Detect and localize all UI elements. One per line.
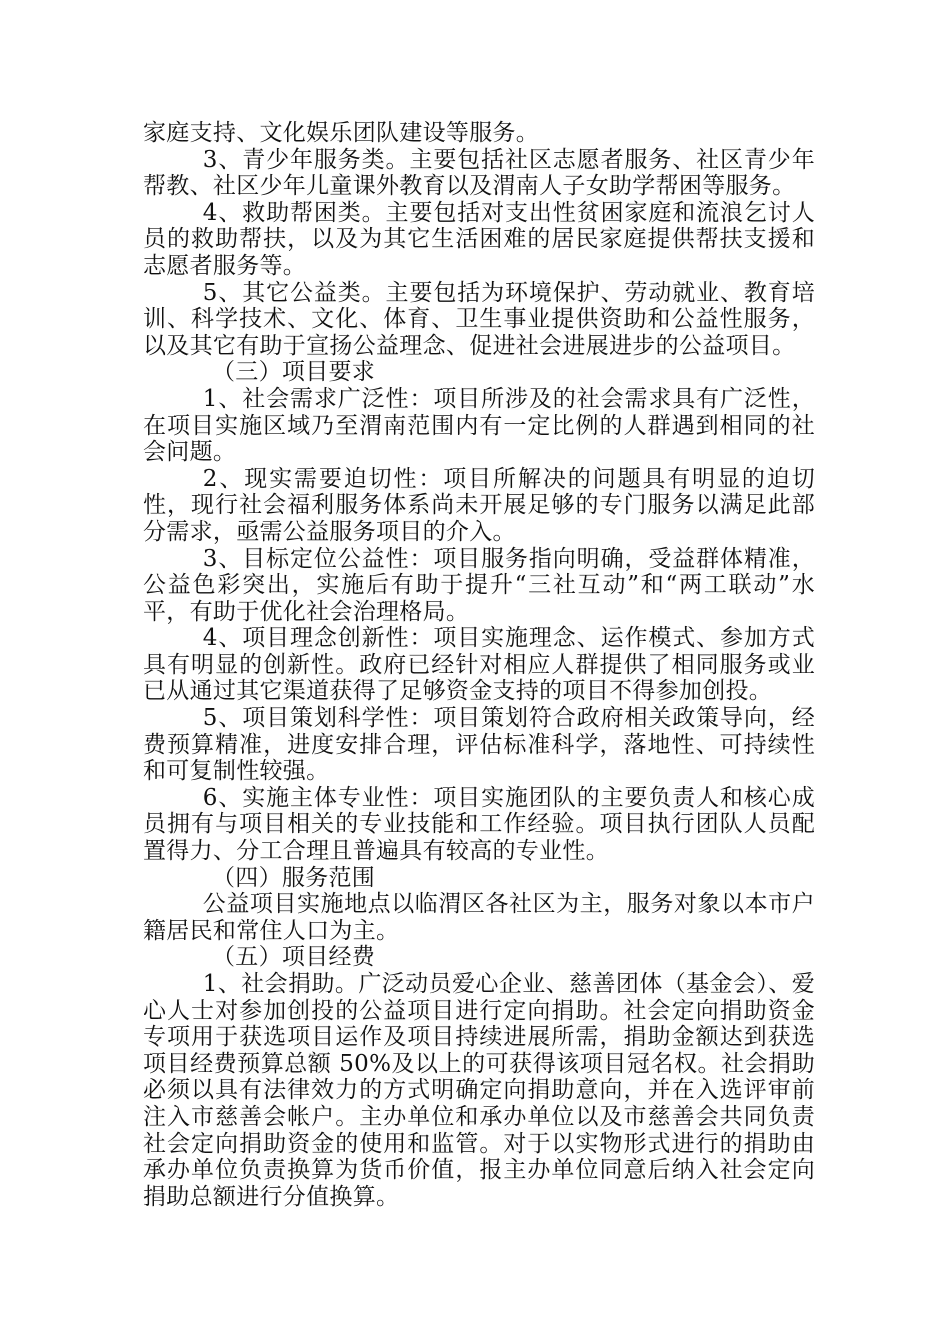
section-heading-project-funding: （五）项目经费 — [212, 944, 376, 971]
paragraph-relief-assistance: 4、救助帮困类。主要包括对支出性贫困家庭和流浪乞讨人员的救助帮扶，以及为其它生活困难的居民家庭提供帮扶支援和志愿者服务等。 — [143, 199, 815, 279]
paragraph-continuation: 家庭支持、文化娱乐团队建设等服务。 — [143, 120, 540, 146]
paragraph-requirement-1: 1、社会需求广泛性：项目所涉及的社会需求具有广泛性，在项目实施区域乃至渭南范围内有一定比例的人群遇到相同的社会问题。 — [143, 385, 815, 466]
paragraph-service-scope: 公益项目实施地点以临渭区各社区为主，服务对象以本市户籍居民和常住人口为主。 — [143, 891, 815, 944]
document-body — [143, 120, 815, 1210]
paragraph-requirement-2: 2、现实需要迫切性：项目所解决的问题具有明显的迫切性，现行社会福利服务体系尚未开展足够的专门服务以满足此部分需求，亟需公益服务项目的介入。 — [143, 465, 815, 545]
paragraph-requirement-6: 6、实施主体专业性：项目实施团队的主要负责人和核心成员拥有与项目相关的专业技能和工作经验。项目执行团队人员配置得力、分工合理且普遍具有较高的专业性。 — [143, 784, 815, 865]
paragraph-requirement-3: 3、目标定位公益性：项目服务指向明确，受益群体精准，公益色彩突出，实施后有助于提升“三社互动”和“两工联动”水平，有助于优化社会治理格局。 — [143, 545, 815, 625]
paragraph-requirement-4: 4、项目理念创新性：项目实施理念、运作模式、参加方式具有明显的创新性。政府已经针对相应人群提供了相同服务或业已从通过其它渠道获得了足够资金支持的项目不得参加创投。 — [143, 625, 815, 705]
section-heading-project-requirements: （三）项目要求 — [212, 359, 376, 386]
paragraph-youth-services: 3、青少年服务类。主要包括社区志愿者服务、社区青少年帮教、社区少年儿童课外教育以及渭南人子女助学帮困等服务。 — [143, 146, 815, 200]
paragraph-other-public-welfare: 5、其它公益类。主要包括为环境保护、劳动就业、教育培训、科学技术、文化、体育、卫生事业提供资助和公益性服务，以及其它有助于宣扬公益理念、促进社会进展进步的公益项目。 — [143, 279, 815, 359]
paragraph-requirement-5: 5、项目策划科学性：项目策划符合政府相关政策导向，经费预算精准，进度安排合理，评估标准科学，落地性、可持续性和可复制性较强。 — [143, 705, 815, 785]
paragraph-social-donation: 1、社会捐助。广泛动员爱心企业、慈善团体（基金会）、爱心人士对参加创投的公益项目进行定向捐助。社会定向捐助资金专项用于获选项目运作及项目持续进展所需，捐助金额达到获选项目经费预算总额 50%及以上的可获得该项目冠名权。社会捐助必须以具有法律效力的方式明确定向捐助意向，并在入选评审前注入市慈善会帐户。主办单位和承办单位以及市慈善会共同负责社会定向捐助资金的使用和监管。对于以实物形式进行的捐助由承办单位负责换算为货币价值，报主办单位同意后纳入社会定向捐助总额进行分值换算。 — [143, 971, 815, 1210]
section-heading-service-scope: （四）服务范围 — [212, 864, 376, 891]
